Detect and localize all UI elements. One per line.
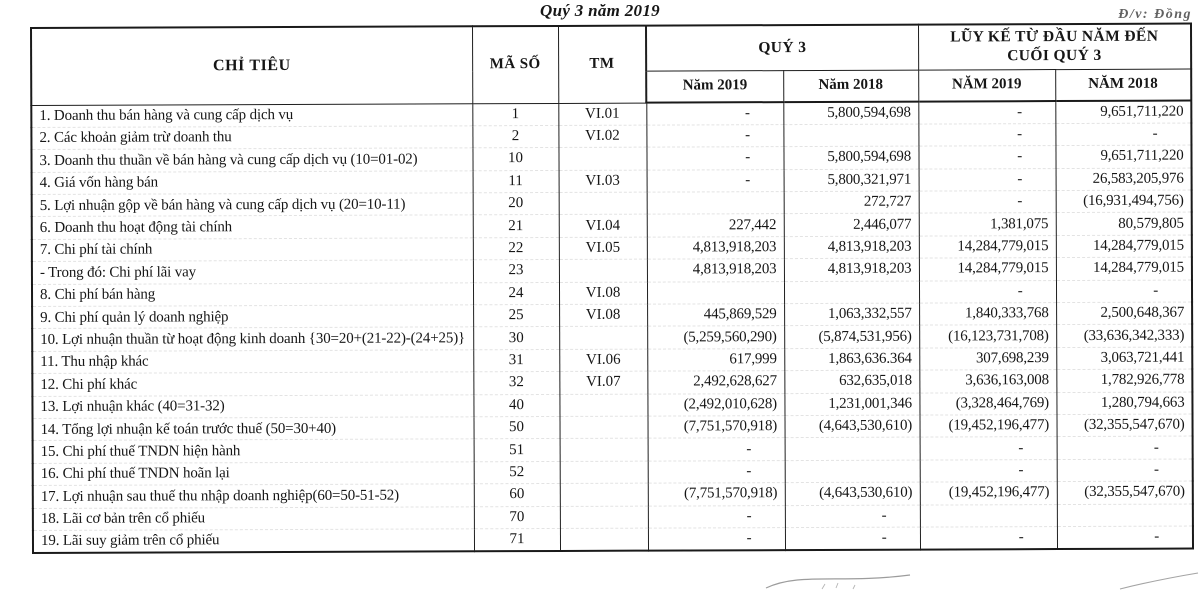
row-ytd-2018: 2,500,648,367 <box>1056 302 1192 325</box>
row-q3-2018: - <box>785 527 920 550</box>
row-label: 9. Chi phí quản lý doanh nghiệp <box>32 305 473 329</box>
row-q3-2019: - <box>648 528 785 551</box>
row-ytd-2019: - <box>920 526 1057 549</box>
row-q3-2018: 1,231,001,346 <box>784 393 919 416</box>
row-code: 30 <box>473 327 559 350</box>
header-chi-tieu: CHỈ TIÊU <box>31 26 472 105</box>
row-q3-2019: 227,442 <box>647 214 784 237</box>
row-label: 12. Chi phí khác <box>32 372 473 396</box>
row-tm: VI.08 <box>559 282 647 305</box>
header-luyke-nam-2019: NĂM 2019 <box>918 69 1055 102</box>
row-q3-2019: 445,869,529 <box>647 304 784 327</box>
header-quy3-nam-2019: Năm 2019 <box>646 70 783 103</box>
row-ytd-2018: - <box>1057 526 1193 549</box>
pen-stroke-corner <box>1118 571 1200 591</box>
row-q3-2018 <box>784 281 919 304</box>
row-ytd-2019: 14,284,779,015 <box>919 235 1056 258</box>
row-label: 19. Lãi suy giảm trên cổ phiếu <box>33 529 474 553</box>
row-code: 1 <box>472 103 558 126</box>
row-label: 3. Doanh thu thuần về bán hàng và cung cấp dịch vụ (10=01-02) <box>31 148 472 172</box>
row-tm <box>560 506 648 529</box>
table-body <box>31 101 1193 553</box>
row-q3-2019: - <box>648 505 785 528</box>
row-ytd-2019: - <box>920 437 1057 460</box>
header-ma-so: MÃ SỐ <box>472 26 558 103</box>
row-tm <box>559 416 647 439</box>
row-code: 32 <box>473 372 559 395</box>
row-q3-2018: 4,813,918,203 <box>784 258 919 281</box>
row-label: 5. Lợi nhuận gộp về bán hàng và cung cấp dịch vụ (20=10-11) <box>32 193 473 217</box>
row-tm: VI.07 <box>559 371 647 394</box>
row-label: 6. Doanh thu hoạt động tài chính <box>32 215 473 239</box>
row-label: 10. Lợi nhuận thuần từ hoạt động kinh doanh {30=20+(21-22)-(24+25)} <box>32 327 473 351</box>
row-q3-2018: 632,635,018 <box>784 370 919 393</box>
row-q3-2019: - <box>647 169 784 192</box>
row-ytd-2018: 9,651,711,220 <box>1055 145 1191 168</box>
row-ytd-2019: (16,123,731,708) <box>919 325 1056 348</box>
row-code: 10 <box>472 148 558 171</box>
row-ytd-2018: (32,355,547,670) <box>1057 481 1193 504</box>
header-tm: TM <box>558 26 646 103</box>
row-ytd-2019: (19,452,196,477) <box>920 482 1057 505</box>
row-q3-2018 <box>783 124 918 147</box>
row-code: 50 <box>473 416 559 439</box>
row-code: 31 <box>473 349 559 372</box>
row-label: 8. Chi phí bán hàng <box>32 282 473 306</box>
row-q3-2019: 4,813,918,203 <box>647 236 784 259</box>
row-ytd-2019: - <box>919 280 1056 303</box>
row-ytd-2018 <box>1057 504 1193 527</box>
row-q3-2019: - <box>648 460 785 483</box>
row-q3-2019 <box>647 281 784 304</box>
row-code: 52 <box>474 461 560 484</box>
row-tm <box>559 327 647 350</box>
row-label: 11. Thu nhập khác <box>32 350 473 374</box>
row-tm: VI.04 <box>559 215 647 238</box>
row-ytd-2018: 80,579,805 <box>1056 212 1192 235</box>
row-ytd-2018: - <box>1057 436 1193 459</box>
row-ytd-2018: 1,782,926,778 <box>1056 369 1192 392</box>
header-luyke-nam-2018: NĂM 2018 <box>1055 69 1191 102</box>
row-label: 1. Doanh thu bán hàng và cung cấp dịch vụ <box>31 103 472 127</box>
row-q3-2018 <box>785 460 920 483</box>
row-ytd-2019: - <box>919 191 1056 214</box>
header-luy-ke-group: LŨY KẾ TỪ ĐẦU NĂM ĐẾN CUỐI QUÝ 3 <box>918 24 1191 70</box>
row-code: 70 <box>474 506 560 529</box>
row-label: 2. Các khoản giảm trừ doanh thu <box>31 126 472 150</box>
row-q3-2019: (2,492,010,628) <box>647 393 784 416</box>
unit-note: Đ/v: Đồng <box>1118 7 1192 22</box>
row-label: 15. Chi phí thuế TNDN hiện hành <box>33 439 474 463</box>
row-tm <box>560 483 648 506</box>
row-q3-2018: (4,643,530,610) <box>785 482 920 505</box>
row-q3-2019: 617,999 <box>647 348 784 371</box>
row-ytd-2019: 1,381,075 <box>919 213 1056 236</box>
row-ytd-2019: (19,452,196,477) <box>920 415 1057 438</box>
row-ytd-2019: (3,328,464,769) <box>919 392 1056 415</box>
row-code: 20 <box>473 193 559 216</box>
row-q3-2018: 2,446,077 <box>784 214 919 237</box>
row-tm: VI.03 <box>559 170 647 193</box>
row-q3-2019: 2,492,628,627 <box>647 371 784 394</box>
row-ytd-2019: 1,840,333,768 <box>919 303 1056 326</box>
row-code: 2 <box>472 125 558 148</box>
row-ytd-2018: 14,284,779,015 <box>1056 257 1192 280</box>
row-ytd-2018: 14,284,779,015 <box>1056 235 1192 258</box>
row-code: 22 <box>473 237 559 260</box>
row-q3-2019: - <box>646 147 783 170</box>
row-label: 7. Chi phí tài chính <box>32 238 473 262</box>
row-ytd-2019: 14,284,779,015 <box>919 258 1056 281</box>
row-q3-2019: (7,751,570,918) <box>648 483 785 506</box>
row-tm <box>560 438 648 461</box>
table-row <box>33 526 1193 553</box>
row-code: 60 <box>474 484 560 507</box>
row-tm: VI.06 <box>559 349 647 372</box>
row-q3-2019: (7,751,570,918) <box>647 416 784 439</box>
financial-statement-table-wrap <box>30 23 1194 554</box>
row-q3-2019: (5,259,560,290) <box>647 326 784 349</box>
row-q3-2018: (4,643,530,610) <box>784 415 919 438</box>
row-label: 17. Lợi nhuận sau thuế thu nhập doanh nghiệp(60=50-51-52) <box>33 484 474 508</box>
row-tm: VI.02 <box>558 125 646 148</box>
row-tm <box>559 259 647 282</box>
row-q3-2018: 1,063,332,557 <box>784 303 919 326</box>
row-ytd-2018: - <box>1056 280 1192 303</box>
row-tm <box>559 394 647 417</box>
row-ytd-2019: - <box>920 459 1057 482</box>
row-ytd-2019: - <box>918 101 1055 124</box>
row-label: - Trong đó: Chi phí lãi vay <box>32 260 473 284</box>
row-ytd-2019: 3,636,163,008 <box>919 370 1056 393</box>
row-label: 13. Lợi nhuận khác (40=31-32) <box>32 394 473 418</box>
row-code: 51 <box>474 439 560 462</box>
row-ytd-2018: (32,355,547,670) <box>1057 414 1193 437</box>
row-tm <box>560 528 648 551</box>
row-ytd-2018: - <box>1055 123 1191 146</box>
row-code: 40 <box>473 394 559 417</box>
row-ytd-2018: 1,280,794,663 <box>1056 392 1192 415</box>
table-header <box>31 24 1191 105</box>
row-ytd-2018: - <box>1057 459 1193 482</box>
row-ytd-2019: - <box>918 146 1055 169</box>
row-ytd-2018: 3,063,721,441 <box>1056 347 1192 370</box>
row-ytd-2019: 307,698,239 <box>919 347 1056 370</box>
row-ytd-2018: 26,583,205,976 <box>1056 168 1192 191</box>
row-q3-2018: 272,727 <box>784 191 919 214</box>
row-ytd-2018: (16,931,494,756) <box>1056 190 1192 213</box>
row-q3-2018: 5,800,321,971 <box>784 169 919 192</box>
financial-statement-table <box>30 23 1194 554</box>
row-code: 23 <box>473 260 559 283</box>
row-q3-2019: 4,813,918,203 <box>647 259 784 282</box>
row-ytd-2019 <box>920 504 1057 527</box>
row-q3-2018: 5,800,594,698 <box>783 102 918 125</box>
row-q3-2018: (5,874,531,956) <box>784 325 919 348</box>
row-q3-2019 <box>647 192 784 215</box>
row-code: 24 <box>473 282 559 305</box>
row-tm: VI.01 <box>558 103 646 126</box>
row-ytd-2018: (33,636,342,333) <box>1056 324 1192 347</box>
row-q3-2018: 4,813,918,203 <box>784 236 919 259</box>
row-tm <box>559 192 647 215</box>
row-label: 14. Tổng lợi nhuận kế toán trước thuế (50=30+40) <box>33 417 474 441</box>
row-code: 71 <box>474 528 560 551</box>
row-tm: VI.05 <box>559 237 647 260</box>
header-quy-3-group: QUÝ 3 <box>646 25 918 71</box>
row-label: 4. Giá vốn hàng bán <box>32 170 473 194</box>
row-q3-2019: - <box>646 102 783 125</box>
header-quy3-nam-2018: Năm 2018 <box>783 70 918 103</box>
row-code: 21 <box>473 215 559 238</box>
row-label: 16. Chi phí thuế TNDN hoãn lại <box>33 462 474 486</box>
pen-squiggle <box>758 567 928 591</box>
row-tm <box>560 461 648 484</box>
row-label: 18. Lãi cơ bản trên cổ phiếu <box>33 506 474 530</box>
row-code: 25 <box>473 304 559 327</box>
row-tm <box>558 147 646 170</box>
row-q3-2018: 5,800,594,698 <box>783 146 918 169</box>
row-tm: VI.08 <box>559 304 647 327</box>
row-ytd-2019: - <box>918 123 1055 146</box>
row-ytd-2018: 9,651,711,220 <box>1055 101 1191 124</box>
row-q3-2019: - <box>646 124 783 147</box>
row-ytd-2019: - <box>919 168 1056 191</box>
row-q3-2018 <box>785 437 920 460</box>
row-q3-2019: - <box>648 438 785 461</box>
page-title: Quý 3 năm 2019 <box>540 1 660 20</box>
row-q3-2018: 1,863,636.364 <box>784 348 919 371</box>
row-q3-2018: - <box>785 505 920 528</box>
row-code: 11 <box>473 170 559 193</box>
